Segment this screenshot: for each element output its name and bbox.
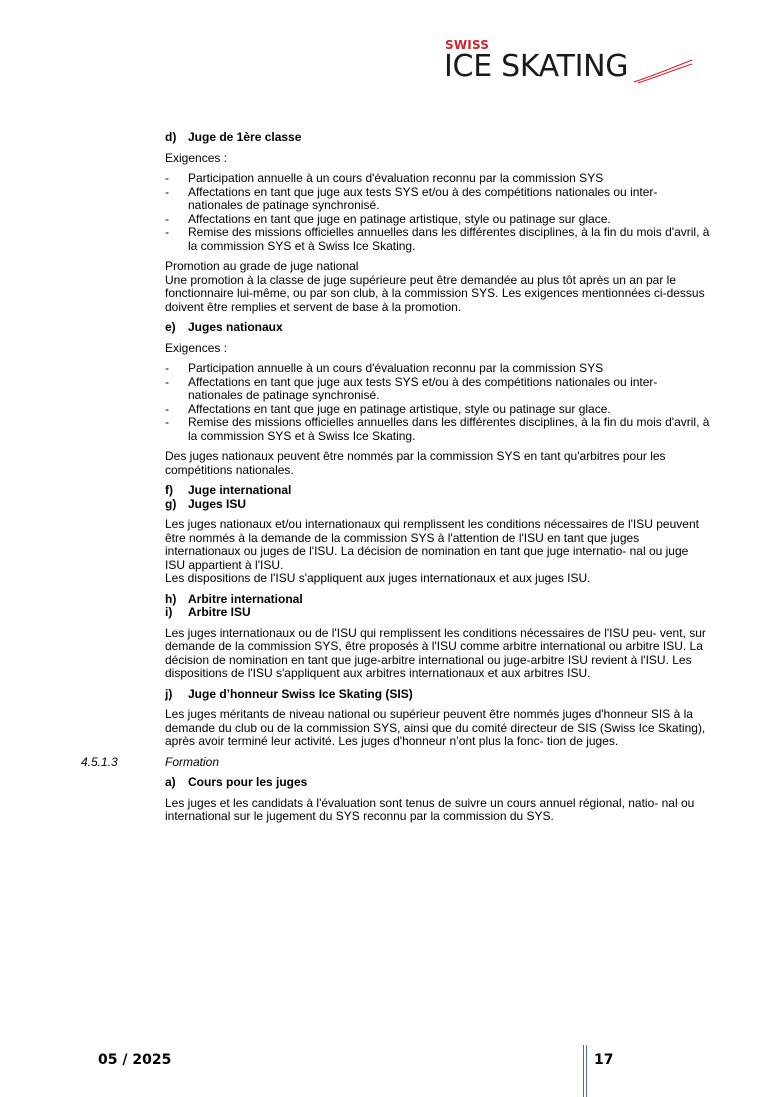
document-body [81, 130, 710, 831]
paragraph: Des juges nationaux peuvent être nommés par la commission SYS en tant qu'arbitres pour les compétitions nationales. [165, 449, 666, 477]
paragraph: Les juges nationaux et/ou internationaux qui remplissent les conditions nécessaires de l'ISU peuvent être nommés à la demande de la commission SYS à l'attention de l'ISU en tant que juges internationaux ou juges de l'ISU. La décision de nomination en tant que juge internatio- nal ou juge ISU appartient à l'ISU. [165, 517, 699, 572]
swiss-ice-skating-logo [444, 38, 694, 88]
footer-divider [583, 1045, 584, 1097]
logo-swoosh-icon [632, 58, 694, 84]
heading-letter: j) [165, 686, 173, 701]
list-item: - Affectations en tant que juge en patinage artistique, style ou patinage sur glace. [165, 213, 710, 227]
heading-juges-nationaux [165, 321, 710, 335]
heading-letter: a) [165, 775, 176, 789]
heading-letter: g) [165, 496, 177, 511]
list-item: - Remise des missions officielles annuelles dans les différentes disciplines, à la fin du mois d'avril, à la commission SYS et à Swiss Ice Skating. [165, 416, 710, 443]
footer-divider [586, 1045, 587, 1097]
heading-title: Juge d’honneur Swiss Ice Skating (SIS) [188, 686, 413, 701]
list-item: - Participation annuelle à un cours d'évaluation reconnu par la commission SYS [165, 362, 710, 376]
heading-title: Arbitre international [188, 591, 303, 606]
section-formation [81, 754, 710, 770]
paragraph: Les juges et les candidats à l'évaluation sont tenus de suivre un cours annuel régional, natio- nal ou international sur le jugement du SYS reconnu par la commission du SYS. [165, 795, 695, 823]
heading-title: Arbitre ISU [188, 605, 251, 619]
paragraph: Les juges internationaux ou de l'ISU qui remplissent les conditions nécessaires de l'ISU peu- vent, sur demande de la commission SYS, être proposés à l'ISU comme arbitre international ou arbitre ISU. La décision de nomination en tant que juge-arbitre international ou juge-arbitre ISU revient à l'ISU. Les dispositions de l'ISU s'appliquent aux arbitres internationaux et aux arbitres ISU. [165, 625, 706, 680]
list-item: - Affectations en tant que juge en patinage artistique, style ou patinage sur glace. [165, 403, 710, 417]
paragraph: Les juges méritants de niveau national ou supérieur peuvent être nommés juges d'honneur SIS à la demande du club ou de la commission SYS, ainsi que du comité directeur de SIS (Swiss Ice Skating), après avoir terminé leur activité. Les juges d'honneur n’ont plus la fonc- tion de juges. [165, 707, 706, 748]
list-item: - Affectations en tant que juge aux tests SYS et/ou à des compétitions nationales ou inter- nationales de patinage synchronisé. [165, 376, 710, 403]
heading-letter: e) [165, 320, 176, 334]
heading-title: Juges nationaux [188, 320, 283, 334]
section-number: 4.5.1.3 [81, 754, 118, 769]
heading-cours-juges [165, 776, 710, 790]
promotion-text: Une promotion à la classe de juge supérieure peut être demandée au plus tôt après un an par le fonctionnaire lui-même, ou par son club, à la commission SYS. Les exigences mentionnées ci-dessus doivent être remplies et servent de base à la promotion. [165, 272, 705, 314]
footer-date: 05 / 2025 [98, 1052, 172, 1068]
heading-letter: h) [165, 591, 177, 606]
section-title: Formation [165, 754, 220, 769]
heading-letter: f) [165, 483, 173, 497]
list-item: - Remise des missions officielles annuelles dans les différentes disciplines, à la fin du mois d'avril, à la commission SYS et à Swiss Ice Skating. [165, 226, 710, 253]
requirements-list [165, 172, 710, 253]
heading-letter: i) [165, 605, 173, 619]
requirements-list [165, 362, 710, 443]
heading-juge-international-isu [165, 484, 710, 511]
heading-title: Juge de 1ère classe [188, 130, 302, 144]
heading-juge-1ere-classe [165, 131, 710, 145]
heading-title: Juges ISU [188, 496, 247, 511]
heading-juge-honneur [165, 688, 710, 702]
paragraph: Les dispositions de l'ISU s'appliquent aux juges internationaux et aux juges ISU. [165, 571, 591, 585]
list-item: - Participation annuelle à un cours d'évaluation reconnu par la commission SYS [165, 172, 710, 186]
page-number: 17 [594, 1052, 614, 1068]
requirements-label: Exigences : [165, 150, 228, 165]
promotion-title: Promotion au grade de juge national [165, 259, 359, 273]
heading-title: Cours pour les juges [188, 775, 308, 789]
logo-ice-skating-text: ICE SKATING [444, 49, 629, 84]
heading-title: Juge international [188, 483, 292, 497]
requirements-label: Exigences : [165, 340, 228, 355]
heading-arbitre-international-isu [165, 593, 710, 620]
heading-letter: d) [165, 130, 177, 144]
list-item: - Affectations en tant que juge aux tests SYS et/ou à des compétitions nationales ou inter- nationales de patinage synchronisé. [165, 186, 710, 213]
logo-swiss-text: SWISS [445, 38, 490, 52]
